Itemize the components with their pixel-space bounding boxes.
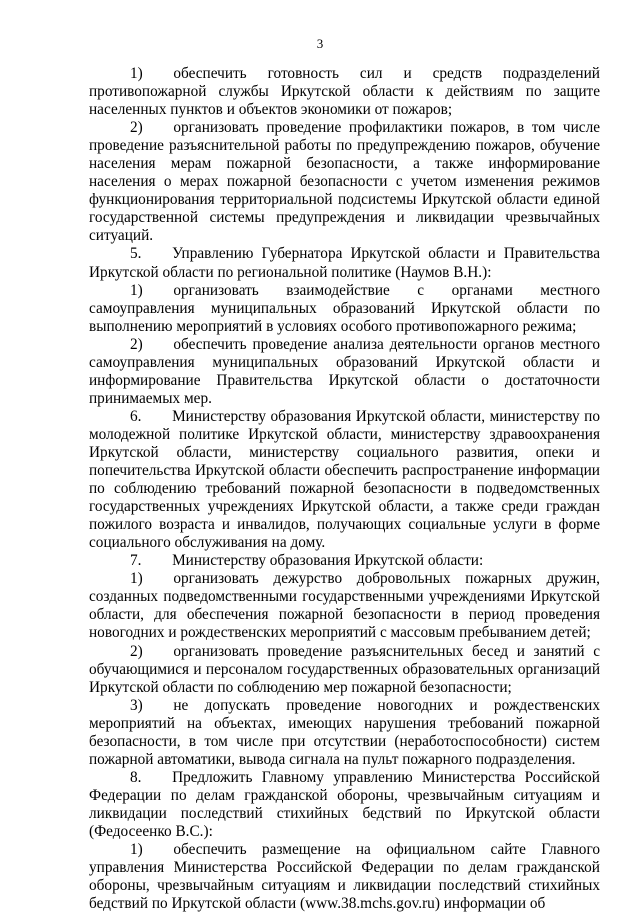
document-body xyxy=(89,65,600,913)
paragraph-section-6: 6. Министерству образования Иркутской области, министерству по молодежной политике Иркутской области, министерству здравоохранения Иркутской области, министерству социального развития, опеки и попечительства Иркутской области обеспечить распространение информации по соблюдению требований пожарной безопасности в подведомственных государственных учреждениях Иркутской области, а также среди граждан пожилого возраста и инвалидов, получающих социальные услуги в форме социального обслуживания на дому. xyxy=(89,407,600,552)
paragraph-section-7-item-1: 1) организовать дежурство добровольных пожарных дружин, созданных подведомственными государственными учреждениями Иркутской области, для обеспечения пожарной безопасности в период проведения новогодних и рождественских мероприятий с массовым пребыванием детей; xyxy=(89,570,600,642)
paragraph-section-7-item-3: 3) не допускать проведение новогодних и рождественских мероприятий на объектах, имеющих нарушения требований пожарной безопасности, в том числе при отсутствии (неработоспособности) систем пожарной автоматики, вывода сигнала на пульт пожарного подразделения. xyxy=(89,696,600,768)
paragraph-section-8: 8. Предложить Главному управлению Министерства Российской Федерации по делам гражданской обороны, чрезвычайным ситуациям и ликвидации последствий стихийных бедствий по Иркутской области (Федосеенко В.С.): xyxy=(89,768,600,840)
page-number: 3 xyxy=(316,36,324,51)
paragraph-section-7-item-2: 2) организовать проведение разъяснительных бесед и занятий с обучающимися и персоналом государственных образовательных организаций Иркутской области по соблюдению мер пожарной безопасности; xyxy=(89,642,600,696)
paragraph-item-2-fire-prevention: 2) организовать проведение профилактики пожаров, в том числе проведение разъяснительной работы по предупреждению пожаров, обучение населения мерам пожарной безопасности, а также информирование населения о мерах пожарной безопасности с учетом изменения режимов функционирования территориальной подсистемы Иркутской области единой государственной системы предупреждения и ликвидации чрезвычайных ситуаций. xyxy=(89,119,600,245)
paragraph-section-5-item-2: 2) обеспечить проведение анализа деятельности органов местного самоуправления муниципальных образований Иркутской области и информирование Правительства Иркутской области о достаточности принимаемых мер. xyxy=(89,335,600,407)
paragraph-section-7: 7. Министерству образования Иркутской области: xyxy=(130,552,484,570)
paragraph-item-1-fire-service-readiness: 1) обеспечить готовность сил и средств подразделений противопожарной службы Иркутской области к действиям по защите населенных пунктов и объектов экономики от пожаров; xyxy=(89,65,600,119)
paragraph-section-5: 5. Управлению Губернатора Иркутской области и Правительства Иркутской области по региональной политике (Наумов В.Н.): xyxy=(89,245,600,281)
paragraph-section-5-item-1: 1) организовать взаимодействие с органами местного самоуправления муниципальных образований Иркутской области по выполнению мероприятий в условиях особого противопожарного режима; xyxy=(89,281,600,335)
paragraph-section-8-item-1: 1) обеспечить размещение на официальном сайте Главного управления Министерства Российской Федерации по делам гражданской обороны, чрезвычайным ситуациям и ликвидации последствий стихийных бедствий по Иркутской области (www.38.mchs.gov.ru) информации об xyxy=(89,841,600,913)
